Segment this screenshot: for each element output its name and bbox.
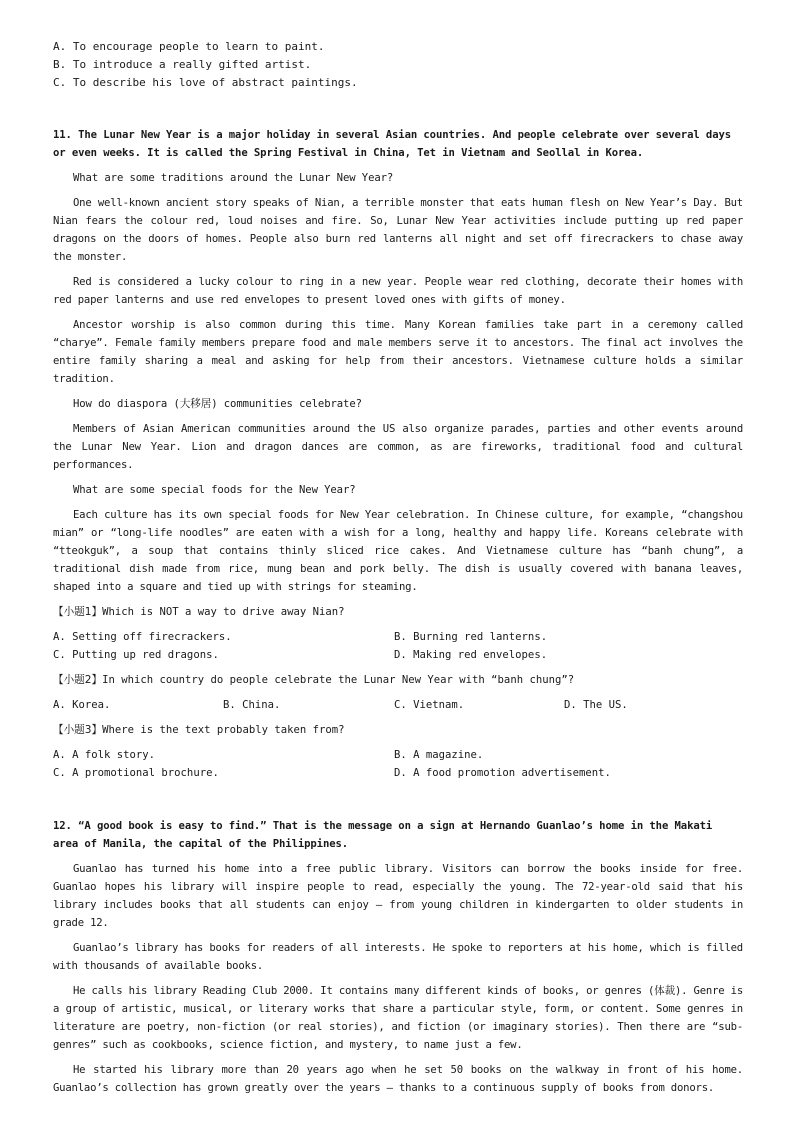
q11-heading-traditions: What are some traditions around the Lunar New Year? <box>73 172 394 184</box>
option-a: A. A folk story. <box>53 749 156 761</box>
q10-option-c: C. To describe his love of abstract paintings. <box>53 76 358 89</box>
q11-subquestion-2 <box>53 671 743 689</box>
q11-subquestion-1 <box>53 603 743 621</box>
q12-stem: 12. “A good book is easy to find.” That is the message on a sign at Hernando Guanlao’s home in the Makati area of Manila, the capital of the Philippines. <box>53 820 713 850</box>
option-b: B. Burning red lanterns. <box>394 631 548 643</box>
q11-paragraph-4: Members of Asian American communities around the US also organize parades, parties and other events around the Lunar New Year. Lion and dragon dances are common, as are fireworks, traditional food and cultural performances. <box>53 423 743 471</box>
subquestion-label: 【小题2】 <box>53 674 103 686</box>
exam-page <box>53 38 743 1104</box>
option-a: A. Korea. <box>53 699 111 711</box>
option-c: C. Vietnam. <box>394 699 465 711</box>
q11-sq1-options <box>53 628 743 664</box>
subquestion-label: 【小题3】 <box>53 724 103 736</box>
q11-heading-diaspora: How do diaspora (大移居) communities celebrate? <box>73 398 362 410</box>
question-12 <box>53 817 743 1097</box>
q11-paragraph-3: Ancestor worship is also common during this time. Many Korean families take part in a ceremony called “charye”. Female family members prepare food and male members serve it to ancestors. The final act involves the entire family sharing a meal and asking for help from their ancestors. Vietnamese culture holds a similar tradition. <box>53 319 743 385</box>
q11-paragraph-5: Each culture has its own special foods for New Year celebration. In Chinese culture, for example, “changshou mian” or “long-life noodles” are eaten with a wish for a long, healthy and happy life. Koreans celebrate with “tteokguk”, a soup that contains thinly sliced rice cakes. And Vietnamese culture has “banh chung”, a traditional dish made from rice, mung bean and pork belly. The dish is usually covered with banana leaves, shaped into a square and tied up with strings for steaming. <box>53 509 743 593</box>
question-11 <box>53 126 743 782</box>
option-c: C. A promotional brochure. <box>53 767 219 779</box>
q12-paragraph-3: He calls his library Reading Club 2000. It contains many different kinds of books, or genres (体裁). Genre is a group of artistic, musical, or literary works that share a particular style, form, or content. Some genres in literature are poetry, non-fiction (or real stories), and fiction (or imaginary stories). Then there are “sub-genres” such as cookbooks, science fiction, and mystery, to name just a few. <box>53 985 743 1051</box>
q11-paragraph-1: One well-known ancient story speaks of Nian, a terrible monster that eats human flesh on New Year’s Day. But Nian fears the colour red, loud noises and fire. So, Lunar New Year activities include putting up red paper dragons on the doors of homes. People also burn red lanterns all night and set off firecrackers to chase away the monster. <box>53 197 743 263</box>
option-d: D. A food promotion advertisement. <box>394 767 611 779</box>
option-b: B. A magazine. <box>394 749 484 761</box>
option-d: D. The US. <box>564 699 628 711</box>
q10-option-a: A. To encourage people to learn to paint. <box>53 40 325 53</box>
option-a: A. Setting off firecrackers. <box>53 631 232 643</box>
q10-options <box>53 38 743 92</box>
q12-paragraph-4: He started his library more than 20 years ago when he set 50 books on the walkway in front of his home. Guanlao’s collection has grown greatly over the years — thanks to a continuous supply of books from donors. <box>53 1064 743 1094</box>
subquestion-text: Where is the text probably taken from? <box>102 724 345 736</box>
q11-paragraph-2: Red is considered a lucky colour to ring in a new year. People wear red clothing, decorate their homes with red paper lanterns and use red envelopes to present loved ones with gifts of money. <box>53 276 743 306</box>
q12-paragraph-2: Guanlao’s library has books for readers of all interests. He spoke to reporters at his home, which is filled with thousands of available books. <box>53 942 743 972</box>
q11-subquestion-3 <box>53 721 743 739</box>
q11-sq2-options <box>53 696 743 714</box>
q11-sq3-options <box>53 746 743 782</box>
q11-heading-foods: What are some special foods for the New Year? <box>73 484 356 496</box>
q11-stem: 11. The Lunar New Year is a major holiday in several Asian countries. And people celebrate over several days or even weeks. It is called the Spring Festival in China, Tet in Vietnam and Seollal in Korea. <box>53 129 732 159</box>
q10-option-b: B. To introduce a really gifted artist. <box>53 58 312 71</box>
subquestion-label: 【小题1】 <box>53 606 103 618</box>
option-d: D. Making red envelopes. <box>394 649 548 661</box>
q12-paragraph-1: Guanlao has turned his home into a free public library. Visitors can borrow the books inside for free. Guanlao hopes his library will inspire people to read, especially the young. The 72-year-old said that his library includes books that all students can enjoy — from young children in kindergarten to older students in grade 12. <box>53 863 743 929</box>
subquestion-text: In which country do people celebrate the Lunar New Year with “banh chung”? <box>102 674 575 686</box>
subquestion-text: Which is NOT a way to drive away Nian? <box>102 606 345 618</box>
option-c: C. Putting up red dragons. <box>53 649 219 661</box>
option-b: B. China. <box>223 699 281 711</box>
